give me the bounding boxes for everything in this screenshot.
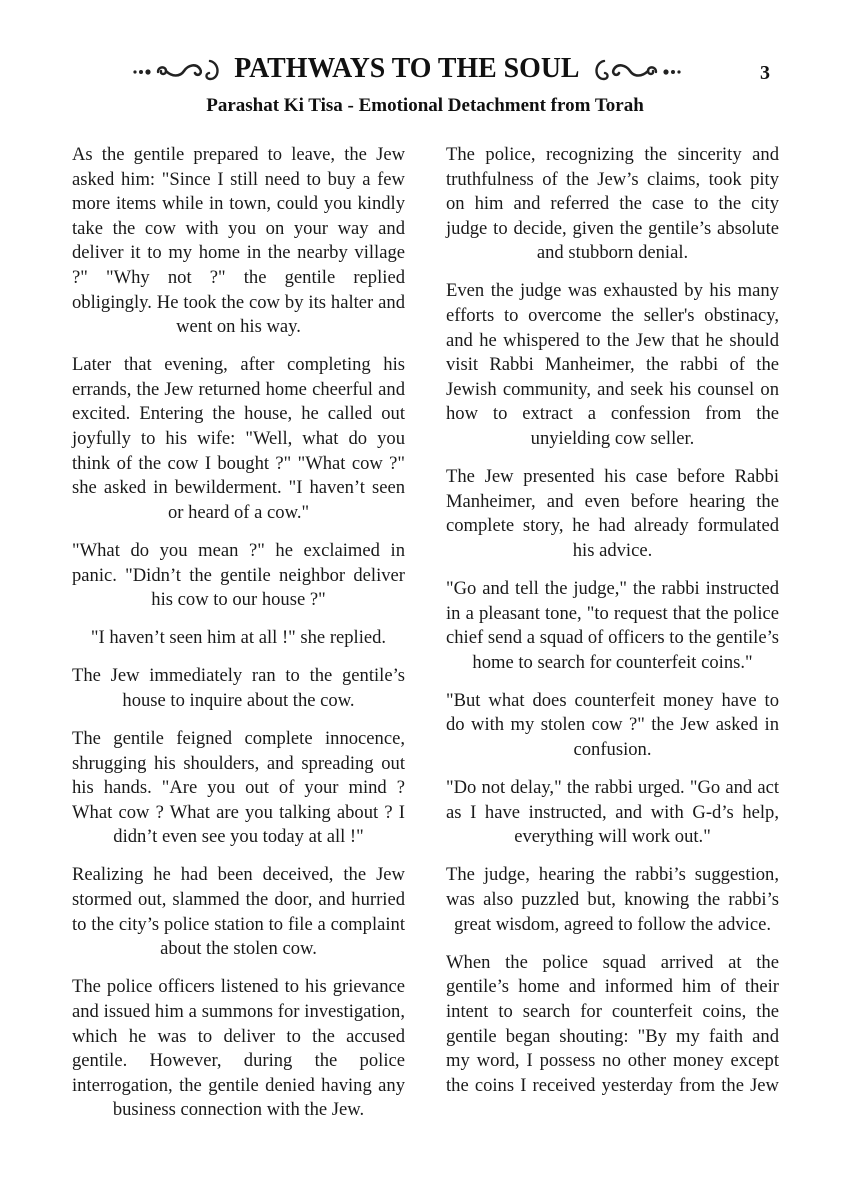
paragraph: "I haven’t seen him at all !" she replied.	[90, 627, 387, 649]
paragraph: When the police squad arrived at the gentile’s home and informed him of their intent to search for counterfeit coins, the gentile began shouting: "By my faith and my word, I possess no other money except the coins I received yesterday from the Jew	[446, 951, 779, 1096]
paragraph: The police officers listened to his grievance and issued him a summons for investigation, which he was to deliver to the accused gentile. However, during the police interrogation, the gentile denied having any business connection with the Jew.	[72, 976, 405, 1121]
page-number: 3	[760, 62, 770, 84]
paragraph: The Jew immediately ran to the gentile’s house to inquire about the cow.	[72, 665, 405, 711]
paragraph: "But what does counterfeit money have to do with my stolen cow ?" the Jew asked in confusion.	[446, 689, 779, 761]
article-subtitle: Parashat Ki Tisa - Emotional Detachment from Torah	[206, 95, 644, 116]
paragraph: "Do not delay," the rabbi urged. "Go and act as I have instructed, and with G-d’s help, everything will work out."	[446, 777, 779, 848]
left-column	[72, 143, 405, 1136]
paragraph: Later that evening, after completing his errands, the Jew returned home cheerful and excited. Entering the house, he called out joyfully to his wife: "Well, what do you think of the cow I bought ?" "What cow ?" she asked in bewilderment. "I haven’t seen or heard of a cow."	[72, 354, 405, 523]
flourish-ornament-right-icon	[590, 55, 682, 83]
paragraph: The judge, hearing the rabbi’s suggestion, was also puzzled but, knowing the rabbi’s great wisdom, agreed to follow the advice.	[446, 864, 779, 935]
paragraph: Even the judge was exhausted by his many efforts to overcome the seller's obstinacy, and he whispered to the Jew that he should visit Rabbi Manheimer, the rabbi of the Jewish community, and seek his counsel on how to extract a confession from the unyielding cow seller.	[446, 280, 779, 450]
paragraph: Realizing he had been deceived, the Jew stormed out, slammed the door, and hurried to the city’s police station to file a complaint about the stolen cow.	[72, 864, 405, 960]
right-column	[446, 143, 779, 1112]
paragraph: The gentile feigned complete innocence, shrugging his shoulders, and spreading out his hands. "Are you out of your mind ? What cow ? What are you talking about ? I didn’t even see you today at all !"	[72, 727, 405, 848]
flourish-ornament-left-icon	[132, 55, 224, 83]
paragraph: The police, recognizing the sincerity and truthfulness of the Jew’s claims, took pity on him and referred the case to the city judge to decide, given the gentile’s absolute and stubborn denial.	[446, 144, 779, 264]
paragraph: The Jew presented his case before Rabbi Manheimer, and even before hearing the complete story, he had already formulated his advice.	[446, 466, 779, 561]
page-header	[0, 48, 846, 98]
paragraph: As the gentile prepared to leave, the Jew asked him: "Since I still need to buy a few more items while in town, could you kindly take the cow with you on your way and deliver it to my home in the nearby village ?" "Why not ?" the gentile replied obligingly. He took the cow by its halter and went on his way.	[72, 144, 405, 338]
publication-title: PATHWAYS TO THE SOUL	[234, 52, 580, 84]
title-row	[132, 52, 682, 85]
paragraph: "What do you mean ?" he exclaimed in panic. "Didn’t the gentile neighbor deliver his cow to our house ?"	[72, 539, 405, 611]
paragraph: "Go and tell the judge," the rabbi instructed in a pleasant tone, "to request that the police chief send a squad of officers to the gentile’s home to search for counterfeit coins."	[446, 578, 779, 673]
